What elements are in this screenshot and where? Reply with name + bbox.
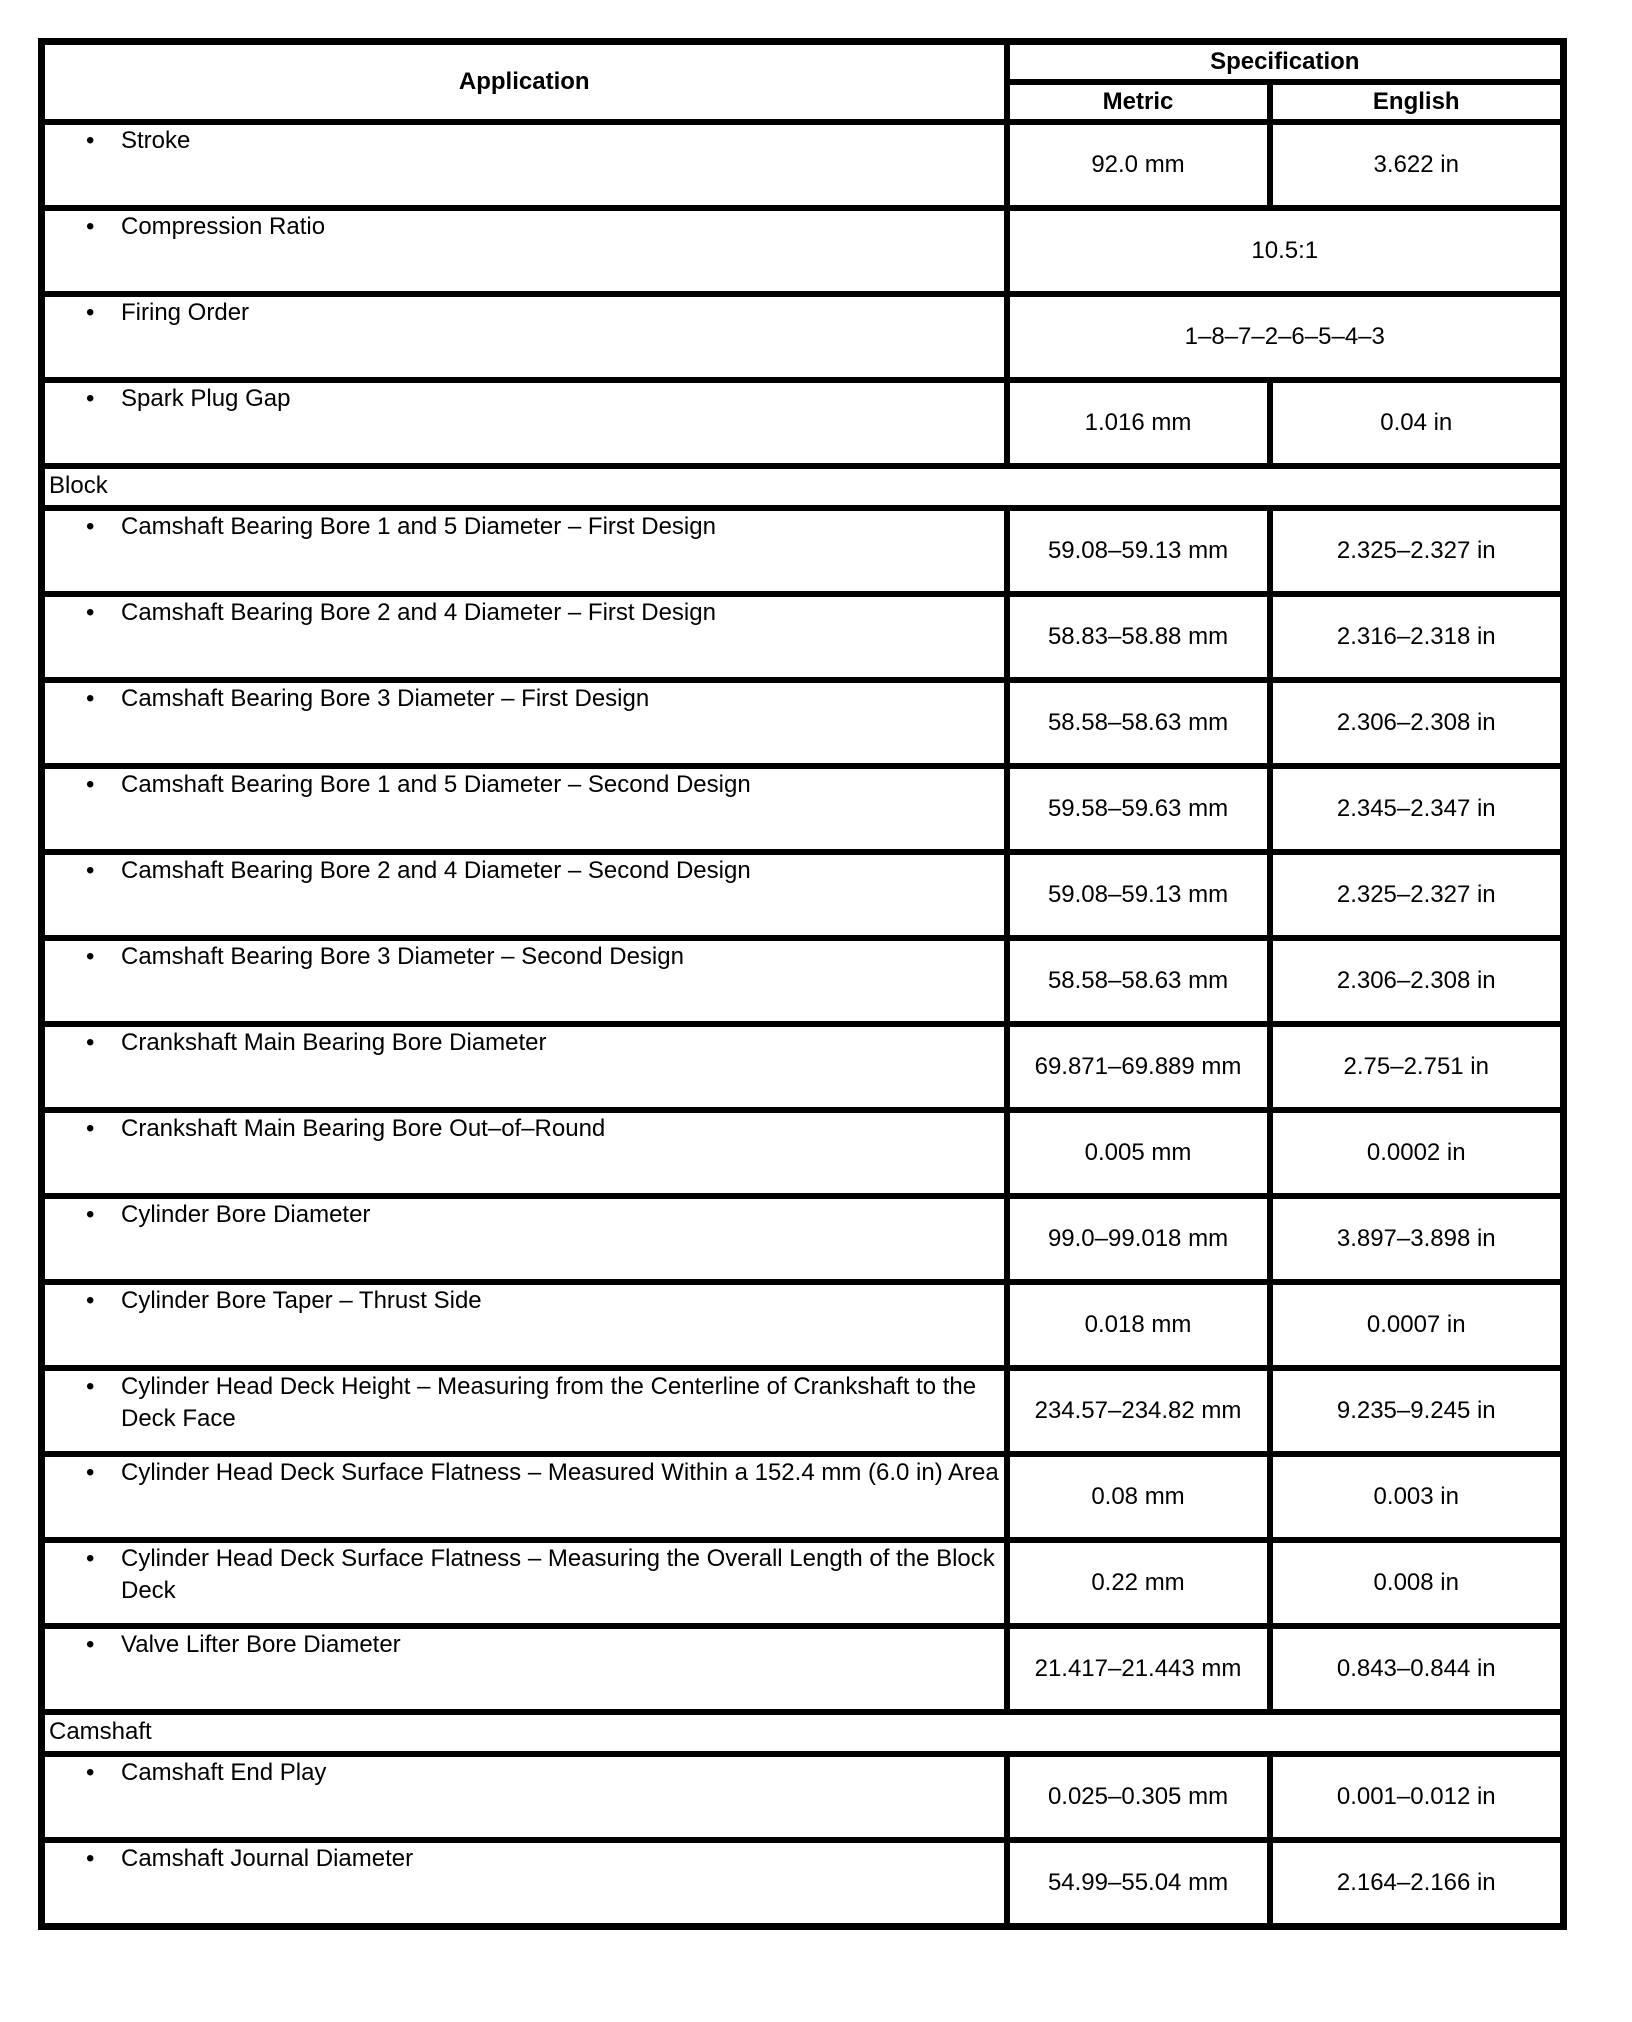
table-row <box>42 380 1564 466</box>
application-label: Camshaft Bearing Bore 1 and 5 Diameter – Second Design <box>121 771 751 798</box>
spec-value: 1–8–7–2–6–5–4–3 <box>1007 294 1564 380</box>
application-cell <box>42 1454 1007 1540</box>
table-row <box>42 852 1564 938</box>
english-value: 2.325–2.327 in <box>1270 508 1564 594</box>
application-label: Cylinder Head Deck Surface Flatness – Measured Within a 152.4 mm (6.0 in) Area <box>121 1459 999 1486</box>
metric-value: 21.417–21.443 mm <box>1007 1626 1270 1712</box>
application-cell <box>42 380 1007 466</box>
english-value: 2.306–2.308 in <box>1270 680 1564 766</box>
table-row <box>42 1368 1564 1454</box>
english-value: 0.001–0.012 in <box>1270 1754 1564 1840</box>
table-row <box>42 938 1564 1024</box>
application-label: Valve Lifter Bore Diameter <box>121 1631 401 1658</box>
table-row <box>42 1454 1564 1540</box>
metric-value: 0.005 mm <box>1007 1110 1270 1196</box>
metric-value: 59.08–59.13 mm <box>1007 508 1270 594</box>
metric-column-header: Metric <box>1007 82 1270 122</box>
application-cell <box>42 208 1007 294</box>
application-column-header: Application <box>42 42 1007 123</box>
metric-value: 99.0–99.018 mm <box>1007 1196 1270 1282</box>
metric-value: 234.57–234.82 mm <box>1007 1368 1270 1454</box>
english-value: 2.75–2.751 in <box>1270 1024 1564 1110</box>
application-cell <box>42 294 1007 380</box>
table-row <box>42 680 1564 766</box>
english-value: 0.04 in <box>1270 380 1564 466</box>
application-label: Cylinder Head Deck Surface Flatness – Measuring the Overall Length of the Block Deck <box>121 1545 995 1604</box>
table-row <box>42 1196 1564 1282</box>
bullet-icon: • <box>86 1373 95 1400</box>
english-value: 3.622 in <box>1270 122 1564 208</box>
table-row <box>42 1840 1564 1927</box>
application-label: Firing Order <box>121 299 250 326</box>
bullet-icon: • <box>86 299 95 326</box>
application-cell <box>42 852 1007 938</box>
metric-value: 69.871–69.889 mm <box>1007 1024 1270 1110</box>
bullet-icon: • <box>86 1287 95 1314</box>
english-value: 0.843–0.844 in <box>1270 1626 1564 1712</box>
bullet-icon: • <box>86 385 95 412</box>
table-row <box>42 122 1564 208</box>
english-value: 2.325–2.327 in <box>1270 852 1564 938</box>
english-value: 3.897–3.898 in <box>1270 1196 1564 1282</box>
application-label: Camshaft Bearing Bore 2 and 4 Diameter – Second Design <box>121 857 751 884</box>
application-cell <box>42 766 1007 852</box>
application-cell <box>42 938 1007 1024</box>
bullet-icon: • <box>86 513 95 540</box>
application-label: Compression Ratio <box>121 213 326 240</box>
application-label: Camshaft Bearing Bore 3 Diameter – Second Design <box>121 943 684 970</box>
bullet-icon: • <box>86 213 95 240</box>
application-cell <box>42 1282 1007 1368</box>
table-row <box>42 208 1564 294</box>
english-value: 2.306–2.308 in <box>1270 938 1564 1024</box>
document-page <box>38 38 1567 1930</box>
bullet-icon: • <box>86 1759 95 1786</box>
english-value: 2.164–2.166 in <box>1270 1840 1564 1927</box>
metric-value: 92.0 mm <box>1007 122 1270 208</box>
table-row <box>42 508 1564 594</box>
bullet-icon: • <box>86 685 95 712</box>
table-row <box>42 1754 1564 1840</box>
english-column-header: English <box>1270 82 1564 122</box>
english-value: 0.0002 in <box>1270 1110 1564 1196</box>
table-row <box>42 1540 1564 1626</box>
application-label: Cylinder Head Deck Height – Measuring from the Centerline of Crankshaft to the Deck Face <box>121 1373 977 1432</box>
application-cell <box>42 122 1007 208</box>
metric-value: 58.58–58.63 mm <box>1007 938 1270 1024</box>
metric-value: 1.016 mm <box>1007 380 1270 466</box>
bullet-icon: • <box>86 771 95 798</box>
english-value: 0.008 in <box>1270 1540 1564 1626</box>
specification-column-header: Specification <box>1007 42 1564 83</box>
metric-value: 59.58–59.63 mm <box>1007 766 1270 852</box>
metric-value: 59.08–59.13 mm <box>1007 852 1270 938</box>
bullet-icon: • <box>86 943 95 970</box>
application-label: Camshaft Bearing Bore 2 and 4 Diameter – First Design <box>121 599 716 626</box>
english-value: 0.0007 in <box>1270 1282 1564 1368</box>
table-row <box>42 766 1564 852</box>
application-label: Camshaft End Play <box>121 1759 327 1786</box>
application-cell <box>42 594 1007 680</box>
application-cell <box>42 1754 1007 1840</box>
bullet-icon: • <box>86 1845 95 1872</box>
application-label: Crankshaft Main Bearing Bore Diameter <box>121 1029 547 1056</box>
english-value: 2.345–2.347 in <box>1270 766 1564 852</box>
bullet-icon: • <box>86 599 95 626</box>
table-row <box>42 1024 1564 1110</box>
application-label: Camshaft Bearing Bore 3 Diameter – First Design <box>121 685 650 712</box>
application-cell <box>42 508 1007 594</box>
bullet-icon: • <box>86 1631 95 1658</box>
bullet-icon: • <box>86 857 95 884</box>
table-row <box>42 594 1564 680</box>
metric-value: 54.99–55.04 mm <box>1007 1840 1270 1927</box>
table-row <box>42 1282 1564 1368</box>
application-cell <box>42 1196 1007 1282</box>
spec-value: 10.5:1 <box>1007 208 1564 294</box>
section-header: Block <box>42 466 1564 508</box>
metric-value: 0.22 mm <box>1007 1540 1270 1626</box>
application-label: Stroke <box>121 127 191 154</box>
english-value: 0.003 in <box>1270 1454 1564 1540</box>
application-cell <box>42 1110 1007 1196</box>
bullet-icon: • <box>86 1029 95 1056</box>
application-cell <box>42 680 1007 766</box>
table-row <box>42 1110 1564 1196</box>
application-cell <box>42 1024 1007 1110</box>
application-label: Crankshaft Main Bearing Bore Out–of–Round <box>121 1115 606 1142</box>
application-cell <box>42 1540 1007 1626</box>
engine-specifications-table <box>38 38 1567 1930</box>
metric-value: 0.025–0.305 mm <box>1007 1754 1270 1840</box>
bullet-icon: • <box>86 1201 95 1228</box>
application-cell <box>42 1840 1007 1927</box>
bullet-icon: • <box>86 1459 95 1486</box>
metric-value: 0.08 mm <box>1007 1454 1270 1540</box>
bullet-icon: • <box>86 1115 95 1142</box>
application-cell <box>42 1626 1007 1712</box>
bullet-icon: • <box>86 1545 95 1572</box>
english-value: 9.235–9.245 in <box>1270 1368 1564 1454</box>
application-label: Camshaft Journal Diameter <box>121 1845 414 1872</box>
application-label: Cylinder Bore Taper – Thrust Side <box>121 1287 482 1314</box>
table-row <box>42 466 1564 508</box>
header-row-top <box>42 42 1564 83</box>
table-row <box>42 1626 1564 1712</box>
table-row <box>42 294 1564 380</box>
table-row <box>42 1712 1564 1754</box>
application-cell <box>42 1368 1007 1454</box>
application-label: Spark Plug Gap <box>121 385 291 412</box>
application-label: Camshaft Bearing Bore 1 and 5 Diameter – First Design <box>121 513 716 540</box>
section-header: Camshaft <box>42 1712 1564 1754</box>
bullet-icon: • <box>86 127 95 154</box>
metric-value: 0.018 mm <box>1007 1282 1270 1368</box>
english-value: 2.316–2.318 in <box>1270 594 1564 680</box>
metric-value: 58.83–58.88 mm <box>1007 594 1270 680</box>
metric-value: 58.58–58.63 mm <box>1007 680 1270 766</box>
application-label: Cylinder Bore Diameter <box>121 1201 371 1228</box>
